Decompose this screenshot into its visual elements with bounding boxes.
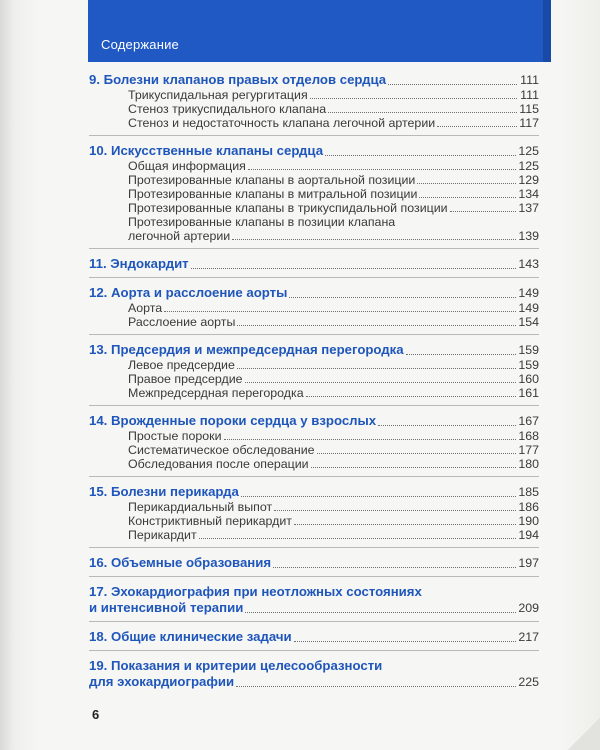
leader-dots [274,509,516,511]
section-divider [89,334,539,335]
toc-item-page-number: 154 [518,315,539,329]
toc-item[interactable] [89,528,539,542]
toc-item[interactable] [89,500,539,514]
toc-item-label: Протезированные клапаны в митральной позиции [128,187,418,201]
section-divider [89,277,539,278]
section-page-number: 111 [520,73,539,87]
section-divider [89,476,539,477]
toc-item[interactable] [89,443,539,457]
toc-item[interactable] [89,372,539,386]
leader-dots [328,111,517,113]
toc-section [89,658,539,690]
header-title: Содержание [101,37,179,52]
toc-item-page-number: 190 [518,514,539,528]
section-title-row[interactable] [89,600,539,616]
section-divider [89,547,539,548]
section-title-row[interactable] [89,342,539,358]
leader-dots [248,168,516,170]
toc-section [89,413,539,471]
section-title-text: 18. Общие клинические задачи [89,629,292,644]
toc-item-page-number: 111 [520,88,539,102]
leader-dots [237,367,516,369]
toc-section [89,72,539,130]
toc-item-page-number: 117 [519,116,539,130]
toc-item[interactable] [89,301,539,315]
toc-section [89,555,539,571]
toc-item-label: Трикуспидальная регургитация [128,88,308,102]
section-page-number: 217 [518,630,539,644]
toc-item-label: Протезированные клапаны в аортальной позиции [128,173,416,187]
page-corner [560,710,600,750]
leader-dots [310,97,517,99]
section-title-text: 11. Эндокардит [89,256,189,271]
toc-item[interactable] [89,187,539,201]
section-page-number: 209 [518,601,539,615]
section-page-number: 159 [518,343,539,357]
section-divider [89,248,539,249]
section-title-row[interactable] [89,555,539,571]
toc-section [89,584,539,616]
section-page-number: 167 [518,414,539,428]
leader-dots [241,495,516,497]
section-title-text: 13. Предсердия и межпредсердная перегородка [89,342,404,357]
toc-item-page-number: 159 [518,358,539,372]
toc-item-label: Протезированные клапаны в трикуспидальной позиции [128,201,448,215]
section-title-text: 9. Болезни клапанов правых отделов сердца [89,72,387,87]
section-title-row[interactable] [89,629,539,645]
leader-dots [378,424,516,426]
toc-item[interactable] [89,116,539,130]
section-title-text: и интенсивной терапии [89,600,244,615]
toc-item-label: Общая информация [128,159,246,173]
leader-dots [232,238,516,240]
section-title-text: 14. Врожденные пороки сердца у взрослых [89,413,377,428]
section-title-line[interactable] [89,584,539,600]
toc-item-label: Простые пороки [128,429,222,443]
section-page-number: 143 [518,257,539,271]
toc-item-page-number: 194 [518,528,539,542]
toc-item-label: Правое предсердие [128,372,243,386]
toc-item[interactable] [89,514,539,528]
section-title-row[interactable] [89,72,539,88]
header-band [88,0,550,62]
toc-item-label: Систематическое обследование [128,443,315,457]
leader-dots [388,83,517,85]
toc-item-label: Протезированные клапаны в позиции клапана [128,215,396,229]
toc-item-page-number: 186 [518,500,539,514]
leader-dots [245,381,517,383]
toc-item-label: Расслоение аорты [128,315,236,329]
toc-item[interactable] [89,201,539,215]
leader-dots [417,182,516,184]
leader-dots [199,537,517,539]
toc-item-page-number: 129 [518,173,539,187]
section-title-text: 12. Аорта и расслоение аорты [89,285,288,300]
section-page-number: 185 [518,485,539,499]
leader-dots [450,210,517,212]
section-title-text: 10. Искусственные клапаны сердца [89,143,324,158]
toc-item-label: Межпредсердная перегородка [128,386,304,400]
toc-item-page-number: 134 [518,187,539,201]
leader-dots [245,611,516,613]
toc-section [89,484,539,542]
section-divider [89,405,539,406]
section-divider [89,135,539,136]
toc-item-label: Перикардиальный выпот [128,500,273,514]
leader-dots [406,353,517,355]
section-title-row[interactable] [89,413,539,429]
section-title-row[interactable] [89,143,539,159]
section-title-text: 17. Эхокардиография при неотложных состояниях [89,584,422,599]
leader-dots [311,466,517,468]
toc-item-page-number: 168 [518,429,539,443]
leader-dots [325,154,516,156]
leader-dots [289,296,516,298]
toc-item[interactable] [89,358,539,372]
toc-item-label: Стеноз трикуспидального клапана [128,102,327,116]
leader-dots [317,452,517,454]
table-of-contents [89,72,539,690]
toc-item-page-number: 125 [518,159,539,173]
section-divider [89,650,539,651]
toc-item-label: Стеноз и недостаточность клапана легочной артерии [128,116,436,130]
leader-dots [437,125,517,127]
toc-item-label: Констриктивный перикардит [128,514,292,528]
toc-item-label: Перикардит [128,528,197,542]
leader-dots [294,640,517,642]
section-divider [89,576,539,577]
toc-item-page-number: 149 [518,301,539,315]
toc-section [89,342,539,400]
section-title-text: для эхокардиографии [89,674,235,689]
toc-item[interactable] [89,315,539,329]
leader-dots [273,566,516,568]
leader-dots [306,395,517,397]
toc-item-page-number: 137 [518,201,539,215]
section-title-row[interactable] [89,256,539,272]
section-title-row[interactable] [89,484,539,500]
toc-item[interactable] [89,88,539,102]
section-title-text: 16. Объемные образования [89,555,272,570]
toc-item[interactable] [89,386,539,400]
toc-section [89,629,539,645]
toc-item-label: Аорта [128,301,163,315]
leader-dots [236,685,516,687]
section-title-text: 15. Болезни перикарда [89,484,239,499]
leader-dots [419,196,516,198]
toc-section [89,256,539,272]
leader-dots [237,324,516,326]
toc-section [89,285,539,329]
leader-dots [164,310,516,312]
toc-item-label: легочной артерии [128,229,231,243]
toc-item[interactable] [89,457,539,471]
toc-item-label: Обследования после операции [128,457,309,471]
section-title-text: 19. Показания и критерии целесообразности [89,658,383,673]
toc-section [89,143,539,243]
section-page-number: 149 [518,286,539,300]
section-page-number: 225 [518,675,539,689]
section-divider [89,621,539,622]
leader-dots [294,523,516,525]
section-page-number: 125 [518,144,539,158]
toc-item[interactable] [89,159,539,173]
toc-item[interactable] [89,173,539,187]
toc-item[interactable] [89,229,539,243]
section-title-row[interactable] [89,674,539,690]
toc-item[interactable] [89,429,539,443]
toc-item-page-number: 180 [518,457,539,471]
toc-item-page-number: 160 [518,372,539,386]
toc-item-page-number: 139 [518,229,539,243]
leader-dots [191,267,517,269]
section-page-number: 197 [518,556,539,570]
toc-item-page-number: 161 [518,386,539,400]
leader-dots [224,438,517,440]
toc-item[interactable] [89,102,539,116]
toc-item-page-number: 177 [518,443,539,457]
toc-item-page-number: 115 [519,102,539,116]
toc-item-label: Левое предсердие [128,358,235,372]
toc-item-line[interactable] [89,215,539,229]
section-title-line[interactable] [89,658,539,674]
section-title-row[interactable] [89,285,539,301]
page-number: 6 [92,707,100,722]
